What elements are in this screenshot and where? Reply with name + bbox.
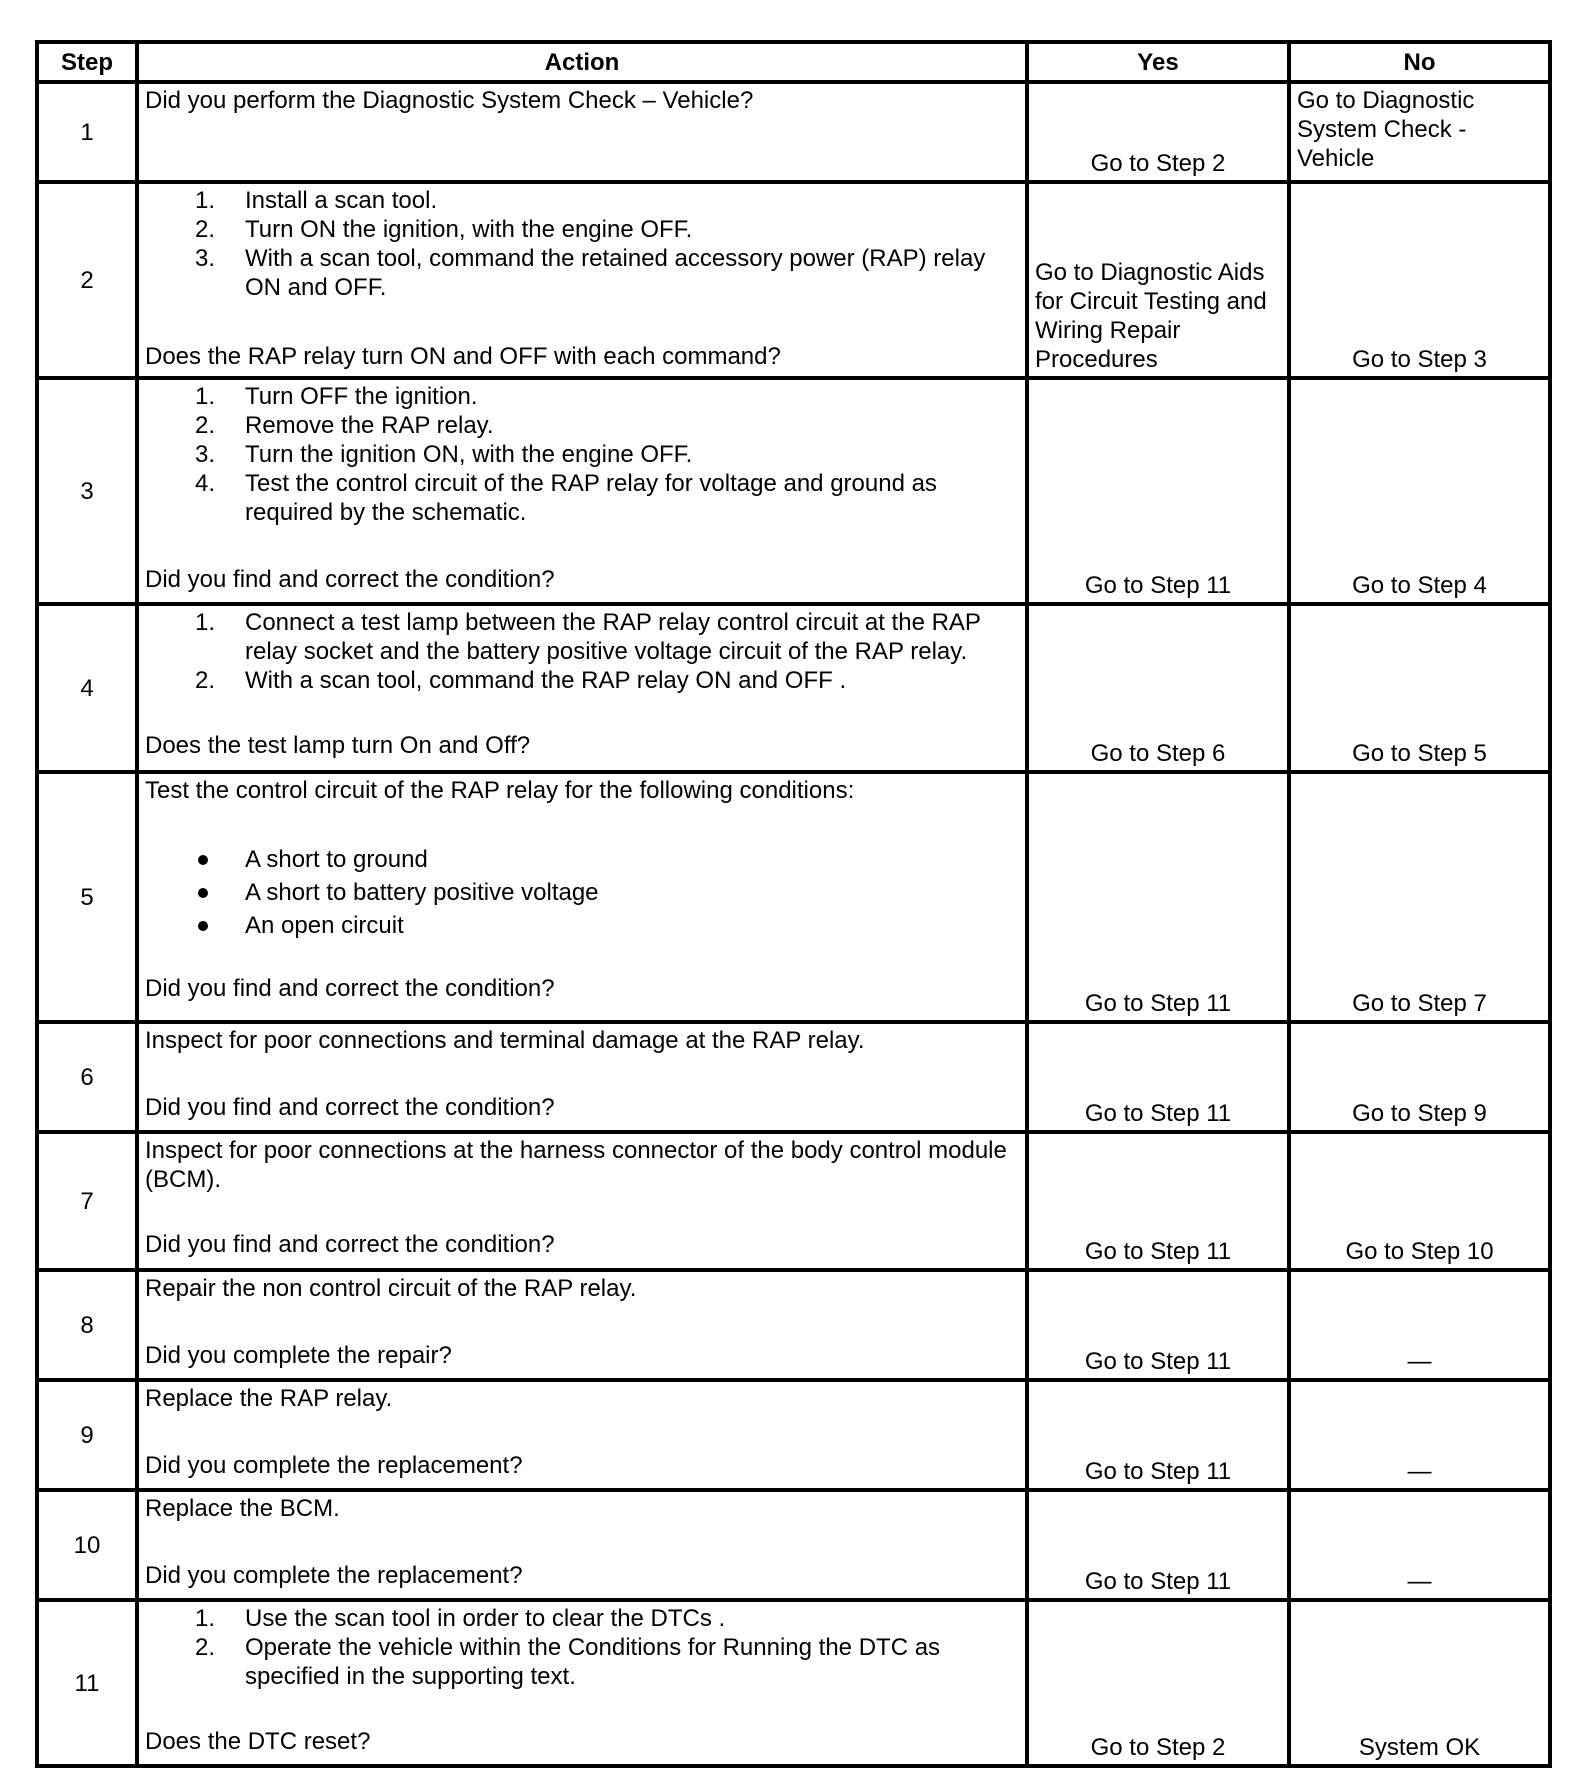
- yes-cell: Go to Step 11: [1027, 1132, 1289, 1270]
- list-item: 2. Operate the vehicle within the Conditions for Running the DTC as specified in the supporting text.: [195, 1634, 941, 1690]
- step-number: 3: [37, 378, 137, 604]
- no-cell: Go to Step 10: [1289, 1132, 1550, 1270]
- action-cell: [137, 1490, 1027, 1600]
- header-step: Step: [37, 42, 137, 82]
- yes-cell: Go to Step 11: [1027, 378, 1289, 604]
- procedure-list: [145, 382, 1019, 527]
- no-cell: Go to Diagnostic System Check - Vehicle: [1289, 82, 1550, 182]
- step-number: 1: [37, 82, 137, 182]
- action-cell: [137, 378, 1027, 604]
- header-no: No: [1289, 42, 1550, 82]
- diagnostic-table: [35, 40, 1552, 1768]
- action-question: Did you complete the replacement?: [145, 1452, 523, 1479]
- action-cell: [137, 1022, 1027, 1132]
- step-number: 9: [37, 1380, 137, 1490]
- table-row: [37, 772, 1550, 1022]
- list-item: 3. Turn the ignition ON, with the engine OFF.: [195, 441, 693, 468]
- yes-cell: Go to Step 11: [1027, 772, 1289, 1022]
- action-cell: [137, 1600, 1027, 1766]
- header-action: Action: [137, 42, 1027, 82]
- step-number: 10: [37, 1490, 137, 1600]
- no-cell: Go to Step 5: [1289, 604, 1550, 772]
- no-cell: System OK: [1289, 1600, 1550, 1766]
- action-cell: [137, 182, 1027, 378]
- action-question: Did you find and correct the condition?: [145, 566, 555, 593]
- step-number: 6: [37, 1022, 137, 1132]
- action-cell: [137, 772, 1027, 1022]
- header-yes: Yes: [1027, 42, 1289, 82]
- step-number: 4: [37, 604, 137, 772]
- table-row: [37, 182, 1550, 378]
- table-row: [37, 378, 1550, 604]
- list-item: 1. Use the scan tool in order to clear the DTCs .: [195, 1605, 726, 1632]
- action-question: Does the DTC reset?: [145, 1728, 371, 1755]
- procedure-list: [145, 608, 1019, 695]
- table-row: [37, 82, 1550, 182]
- action-cell: [137, 1270, 1027, 1380]
- no-cell: Go to Step 3: [1289, 182, 1550, 378]
- header-row: [37, 42, 1550, 82]
- action-intro: Replace the RAP relay.: [145, 1385, 393, 1412]
- step-number: 8: [37, 1270, 137, 1380]
- table-row: [37, 1270, 1550, 1380]
- list-item: A short to ground: [145, 845, 1019, 874]
- no-cell: Go to Step 4: [1289, 378, 1550, 604]
- step-number: 5: [37, 772, 137, 1022]
- action-intro: Replace the BCM.: [145, 1495, 340, 1522]
- action-question: Does the RAP relay turn ON and OFF with each command?: [145, 343, 781, 370]
- step-number: 2: [37, 182, 137, 378]
- table-row: [37, 1380, 1550, 1490]
- list-item: 1. Connect a test lamp between the RAP relay control circuit at the RAP relay socket and the battery positive voltage circuit of the RAP relay.: [195, 609, 981, 665]
- no-cell: —: [1289, 1270, 1550, 1380]
- list-item: An open circuit: [145, 911, 1019, 940]
- table-row: [37, 1132, 1550, 1270]
- yes-cell: Go to Step 2: [1027, 82, 1289, 182]
- bullet-icon: [198, 855, 208, 865]
- list-item: 1. Install a scan tool.: [195, 187, 438, 214]
- action-intro: Inspect for poor connections and terminal damage at the RAP relay.: [145, 1027, 865, 1054]
- table-row: [37, 604, 1550, 772]
- action-question: Does the test lamp turn On and Off?: [145, 732, 531, 759]
- action-question: Did you complete the repair?: [145, 1342, 452, 1369]
- yes-cell: Go to Diagnostic Aids for Circuit Testing and Wiring Repair Procedures: [1027, 182, 1289, 378]
- step-number: 7: [37, 1132, 137, 1270]
- no-cell: Go to Step 7: [1289, 772, 1550, 1022]
- step-number: 11: [37, 1600, 137, 1766]
- yes-cell: Go to Step 11: [1027, 1490, 1289, 1600]
- action-cell: [137, 604, 1027, 772]
- yes-cell: Go to Step 6: [1027, 604, 1289, 772]
- table-row: [37, 1490, 1550, 1600]
- yes-cell: Go to Step 11: [1027, 1270, 1289, 1380]
- procedure-list: [145, 186, 1019, 302]
- yes-cell: Go to Step 11: [1027, 1380, 1289, 1490]
- list-item: A short to battery positive voltage: [145, 878, 1019, 907]
- action-intro: Did you perform the Diagnostic System Check – Vehicle?: [145, 87, 754, 114]
- action-intro: Inspect for poor connections at the harness connector of the body control module (BCM).: [145, 1137, 1007, 1193]
- list-item: 2. Remove the RAP relay.: [195, 412, 494, 439]
- action-intro: Repair the non control circuit of the RAP relay.: [145, 1275, 637, 1302]
- procedure-list: [145, 1604, 1019, 1691]
- action-question: Did you find and correct the condition?: [145, 1094, 555, 1121]
- list-item: 3. With a scan tool, command the retained accessory power (RAP) relay ON and OFF.: [195, 245, 986, 301]
- table-row: [37, 1600, 1550, 1766]
- no-cell: —: [1289, 1380, 1550, 1490]
- list-item: 2. With a scan tool, command the RAP relay ON and OFF .: [195, 667, 847, 694]
- list-item: 1. Turn OFF the ignition.: [195, 383, 478, 410]
- action-intro: Test the control circuit of the RAP relay for the following conditions:: [145, 777, 855, 804]
- action-cell: [137, 1380, 1027, 1490]
- action-cell: [137, 1132, 1027, 1270]
- action-question: Did you find and correct the condition?: [145, 1231, 555, 1258]
- yes-cell: Go to Step 2: [1027, 1600, 1289, 1766]
- table-row: [37, 1022, 1550, 1132]
- no-cell: Go to Step 9: [1289, 1022, 1550, 1132]
- list-item: 4. Test the control circuit of the RAP relay for voltage and ground as required by the schematic.: [195, 470, 937, 526]
- yes-cell: Go to Step 11: [1027, 1022, 1289, 1132]
- bullet-icon: [198, 888, 208, 898]
- action-question: Did you complete the replacement?: [145, 1562, 523, 1589]
- condition-list: [145, 845, 1019, 940]
- bullet-icon: [198, 921, 208, 931]
- action-question: Did you find and correct the condition?: [145, 975, 555, 1002]
- no-cell: —: [1289, 1490, 1550, 1600]
- action-cell: [137, 82, 1027, 182]
- list-item: 2. Turn ON the ignition, with the engine OFF.: [195, 216, 693, 243]
